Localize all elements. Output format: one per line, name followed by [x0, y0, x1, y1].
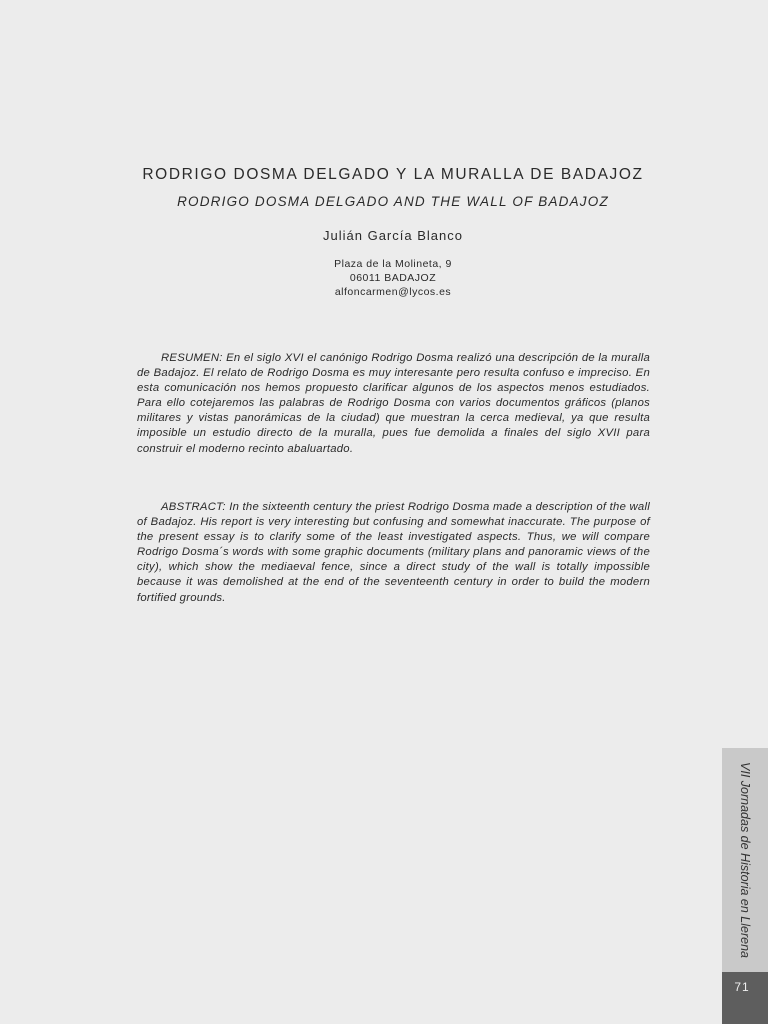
- paper-title-spanish: RODRIGO DOSMA DELGADO Y LA MURALLA DE BADAJOZ: [142, 166, 644, 183]
- journal-side-tab: [722, 748, 768, 972]
- journal-name: VII Jornadas de Historia en Llerena: [738, 762, 752, 958]
- author-name: Julián García Blanco: [323, 228, 463, 243]
- page-number: 71: [734, 980, 750, 994]
- abstract-paragraph: ABSTRACT: In the sixteenth century the priest Rodrigo Dosma made a description of the wall of Badajoz. His report is very interesting but confusing and somewhat inaccurate. The purpose of the present essay is to clarify some of the least investigated aspects. Thus, we will compare Rodrigo Dosma´s words with some graphic documents (military plans and panoramic views of the city), which show the mediaeval fence, since a direct study of the wall is totally impossible because it was demolished at the end of the seventeenth century in order to build the modern fortified grounds.: [137, 501, 650, 604]
- author-email: alfoncarmen@lycos.es: [334, 286, 452, 298]
- address-city: 06011 BADAJOZ: [349, 272, 437, 284]
- author-address: [136, 257, 650, 299]
- page-number-box: [722, 972, 768, 1024]
- paper-title-english: RODRIGO DOSMA DELGADO AND THE WALL OF BADAJOZ: [177, 194, 609, 209]
- resumen-paragraph: RESUMEN: En el siglo XVI el canónigo Rodrigo Dosma realizó una descripción de la muralla de Badajoz. El relato de Rodrigo Dosma es muy interesante pero resulta confuso e impreciso. En esta comunicación nos hemos propuesto clarificar algunos de los aspectos menos estudiados. Para ello cotejaremos las palabras de Rodrigo Dosma con varios documentos gráficos (planos militares y vistas panorámicas de la ciudad) que muestran la cerca medieval, ya que resulta imposible un estudio directo de la muralla, pues fue demolida a finales del siglo XVII para construir el moderno recinto abaluartado.: [137, 352, 650, 455]
- address-street: Plaza de la Molineta, 9: [334, 258, 452, 270]
